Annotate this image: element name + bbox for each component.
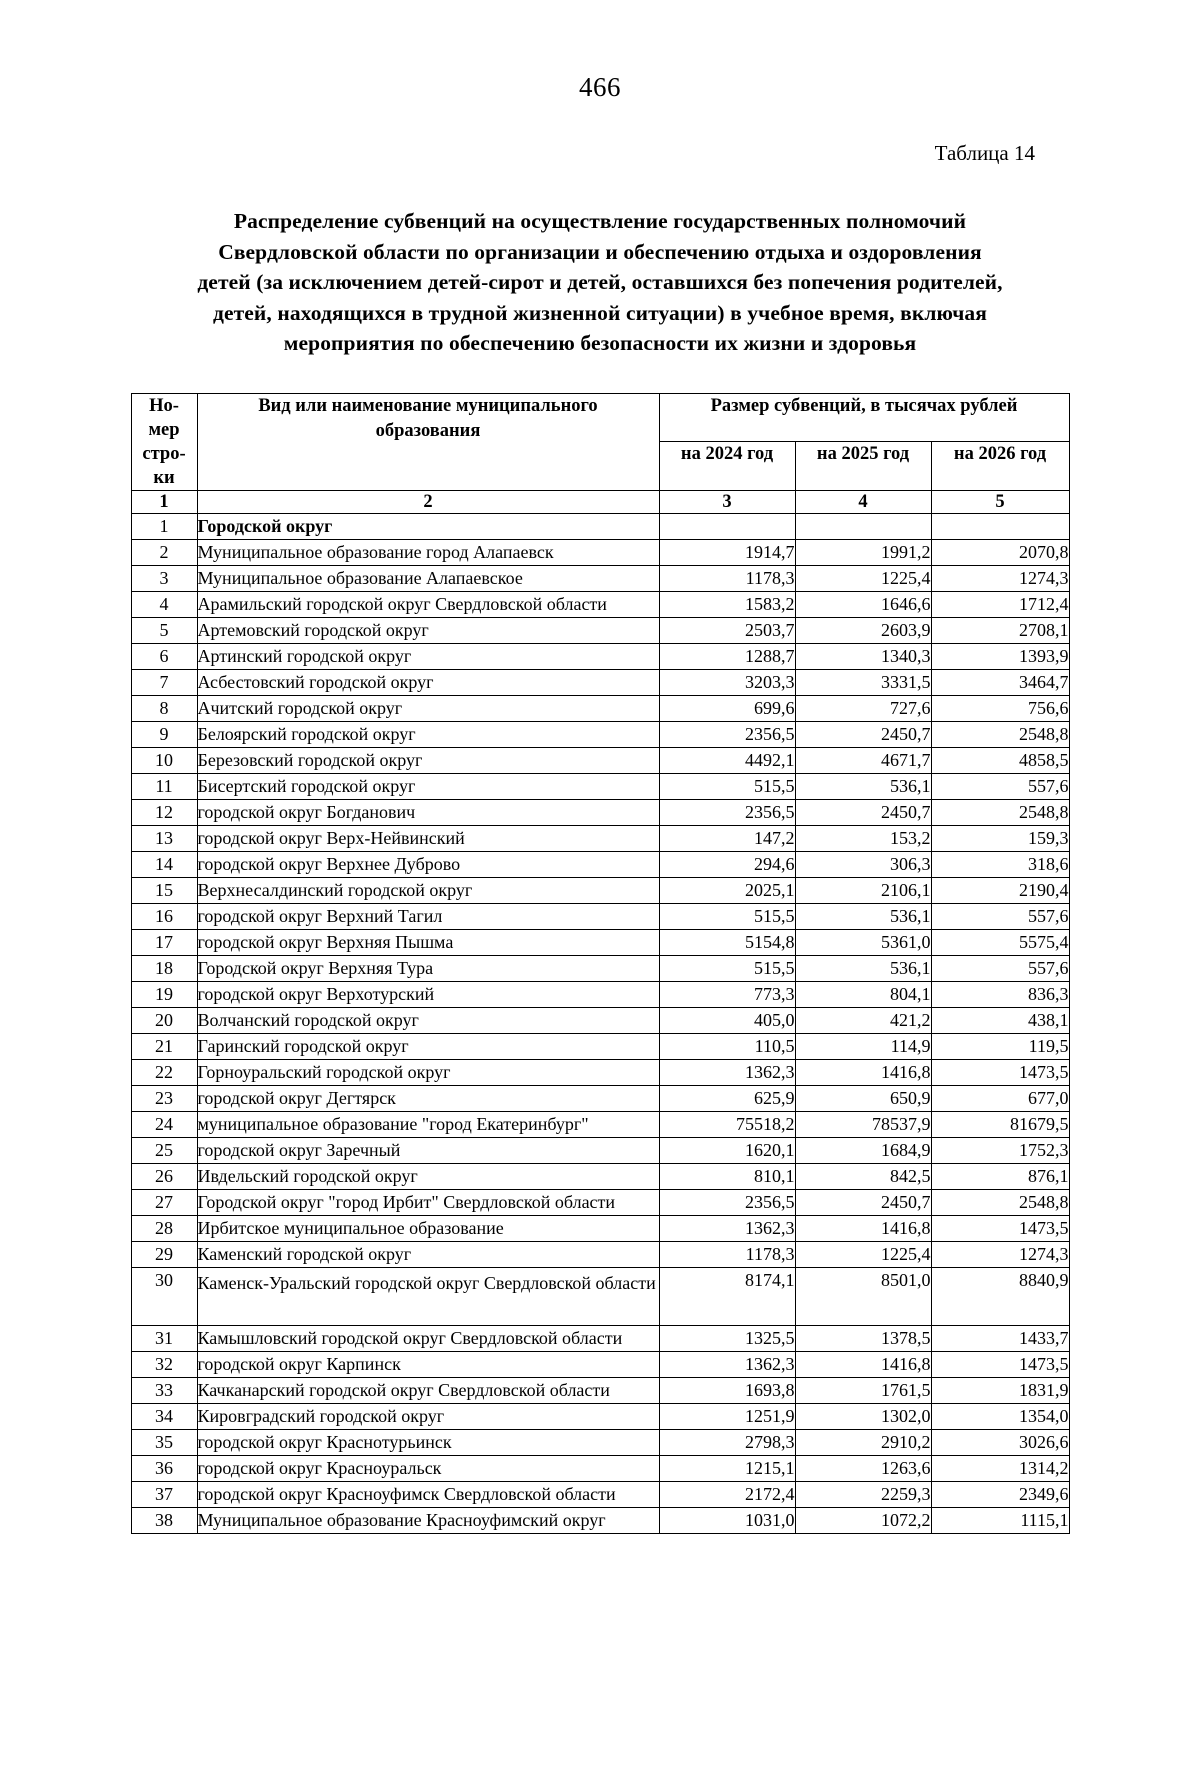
table-row (131, 1403, 1069, 1429)
value-2026-cell: 1354,0 (931, 1403, 1069, 1429)
value-2024-cell: 1693,8 (659, 1377, 795, 1403)
table-row (131, 1111, 1069, 1137)
value-2025-cell: 306,3 (795, 851, 931, 877)
value-2026-cell: 1473,5 (931, 1059, 1069, 1085)
value-2025-cell: 1225,4 (795, 565, 931, 591)
municipality-name-cell: городской округ Богданович (197, 799, 659, 825)
value-2024-cell: 1178,3 (659, 1241, 795, 1267)
value-2026-cell: 836,3 (931, 981, 1069, 1007)
value-2024-cell: 699,6 (659, 695, 795, 721)
header-row-number-line-3: стро- (142, 443, 186, 464)
row-number-cell: 5 (131, 617, 197, 643)
value-2025-cell: 3331,5 (795, 669, 931, 695)
value-2025-cell: 2910,2 (795, 1429, 931, 1455)
municipality-name-cell: Муниципальное образование Красноуфимский округ (197, 1507, 659, 1533)
municipality-name-cell: Березовский городской округ (197, 747, 659, 773)
municipality-name-cell: Асбестовский городской округ (197, 669, 659, 695)
municipality-name-cell: Каменский городской округ (197, 1241, 659, 1267)
value-2024-cell: 1251,9 (659, 1403, 795, 1429)
municipality-name-cell: Кировградский городской округ (197, 1403, 659, 1429)
value-2026-cell: 3026,6 (931, 1429, 1069, 1455)
row-number-cell: 8 (131, 695, 197, 721)
table-row (131, 1059, 1069, 1085)
value-2025-cell: 842,5 (795, 1163, 931, 1189)
value-2024-cell: 1914,7 (659, 539, 795, 565)
row-number-cell: 14 (131, 851, 197, 877)
value-2024-cell: 75518,2 (659, 1111, 795, 1137)
value-2025-cell (795, 513, 931, 539)
value-2025-cell: 114,9 (795, 1033, 931, 1059)
value-2024-cell: 5154,8 (659, 929, 795, 955)
value-2026-cell: 1314,2 (931, 1455, 1069, 1481)
value-2025-cell: 650,9 (795, 1085, 931, 1111)
value-2026-cell: 557,6 (931, 773, 1069, 799)
value-2025-cell: 4671,7 (795, 747, 931, 773)
header-municipality-line-1: Вид или наименование муниципального (258, 395, 598, 416)
value-2024-cell: 4492,1 (659, 747, 795, 773)
table-row (131, 1189, 1069, 1215)
title-line-3: детей (за исключением детей-сирот и детей, оставшихся без попечения родителей, (197, 270, 1003, 294)
municipality-name-cell: Верхнесалдинский городской округ (197, 877, 659, 903)
row-number-cell: 13 (131, 825, 197, 851)
municipality-name-cell: Волчанский городской округ (197, 1007, 659, 1033)
value-2025-cell: 536,1 (795, 903, 931, 929)
row-number-cell: 24 (131, 1111, 197, 1137)
column-number-row (131, 490, 1069, 513)
value-2024-cell: 147,2 (659, 825, 795, 851)
row-number-cell: 18 (131, 955, 197, 981)
municipality-name-cell: муниципальное образование "город Екатеринбург" (197, 1111, 659, 1137)
value-2025-cell: 1225,4 (795, 1241, 931, 1267)
value-2024-cell: 1583,2 (659, 591, 795, 617)
row-number-cell: 34 (131, 1403, 197, 1429)
value-2026-cell: 677,0 (931, 1085, 1069, 1111)
row-number-cell: 1 (131, 513, 197, 539)
value-2025-cell: 1684,9 (795, 1137, 931, 1163)
table-row (131, 747, 1069, 773)
value-2024-cell: 2356,5 (659, 1189, 795, 1215)
municipality-name-cell: Гаринский городской округ (197, 1033, 659, 1059)
document-title (148, 206, 1052, 359)
table-label: Таблица 14 (934, 141, 1035, 165)
value-2024-cell: 810,1 (659, 1163, 795, 1189)
title-line-4: детей, находящихся в трудной жизненной ситуации) в учебное время, включая (212, 300, 988, 325)
title-line-5: мероприятия по обеспечению безопасности их жизни и здоровья (283, 331, 917, 355)
table-row (131, 1325, 1069, 1351)
value-2024-cell: 2356,5 (659, 721, 795, 747)
municipality-name-cell: городской округ Верхний Тагил (197, 903, 659, 929)
value-2026-cell: 1712,4 (931, 591, 1069, 617)
table-row (131, 1377, 1069, 1403)
document-page (0, 72, 1200, 1771)
municipality-name-cell: Городской округ "город Ирбит" Свердловской области (197, 1189, 659, 1215)
value-2026-cell: 1274,3 (931, 1241, 1069, 1267)
value-2026-cell: 1433,7 (931, 1325, 1069, 1351)
municipality-name-cell: Камышловский городской округ Свердловской области (197, 1325, 659, 1351)
header-municipality-line-2: образования (375, 420, 481, 441)
municipality-name-cell: Муниципальное образование город Алапаевск (197, 539, 659, 565)
municipality-name-cell: Ачитский городской округ (197, 695, 659, 721)
column-number-3: 3 (659, 490, 795, 513)
header-row-number (131, 393, 197, 490)
table-row (131, 1351, 1069, 1377)
header-year-2025: на 2025 год (795, 442, 931, 491)
municipality-name-cell: городской округ Красноуральск (197, 1455, 659, 1481)
municipality-name-cell: Качканарский городской округ Свердловской области (197, 1377, 659, 1403)
value-2025-cell: 1302,0 (795, 1403, 931, 1429)
header-municipality (197, 393, 659, 490)
table-row (131, 799, 1069, 825)
value-2024-cell: 1362,3 (659, 1059, 795, 1085)
value-2025-cell: 421,2 (795, 1007, 931, 1033)
row-number-cell: 25 (131, 1137, 197, 1163)
table-row (131, 955, 1069, 981)
municipality-name-cell: городской округ Заречный (197, 1137, 659, 1163)
value-2026-cell: 119,5 (931, 1033, 1069, 1059)
value-2024-cell: 3203,3 (659, 669, 795, 695)
table-row (131, 539, 1069, 565)
table-row (131, 825, 1069, 851)
value-2025-cell: 727,6 (795, 695, 931, 721)
value-2024-cell: 515,5 (659, 903, 795, 929)
value-2026-cell: 1473,5 (931, 1215, 1069, 1241)
row-number-cell: 35 (131, 1429, 197, 1455)
header-year-2026: на 2026 год (931, 442, 1069, 491)
value-2025-cell: 2603,9 (795, 617, 931, 643)
value-2024-cell: 515,5 (659, 773, 795, 799)
value-2024-cell: 1178,3 (659, 565, 795, 591)
value-2025-cell: 2259,3 (795, 1481, 931, 1507)
row-number-cell: 11 (131, 773, 197, 799)
row-number-cell: 10 (131, 747, 197, 773)
row-number-cell: 12 (131, 799, 197, 825)
value-2025-cell: 1263,6 (795, 1455, 931, 1481)
row-number-cell: 27 (131, 1189, 197, 1215)
column-number-1: 1 (131, 490, 197, 513)
row-number-cell: 4 (131, 591, 197, 617)
row-number-cell: 2 (131, 539, 197, 565)
value-2025-cell: 2450,7 (795, 1189, 931, 1215)
header-row-number-line-4: ки (153, 467, 175, 488)
value-2024-cell (659, 513, 795, 539)
table-row (131, 903, 1069, 929)
municipality-name-cell: Каменск-Уральский городской округ Свердловской области (197, 1267, 659, 1325)
header-row-number-line-2: мер (148, 419, 180, 440)
value-2025-cell: 2450,7 (795, 721, 931, 747)
table-row (131, 565, 1069, 591)
row-number-cell: 6 (131, 643, 197, 669)
row-number-cell: 31 (131, 1325, 197, 1351)
table-row (131, 1455, 1069, 1481)
value-2026-cell: 876,1 (931, 1163, 1069, 1189)
value-2026-cell: 1752,3 (931, 1137, 1069, 1163)
row-number-cell: 7 (131, 669, 197, 695)
municipality-name-cell: городской округ Карпинск (197, 1351, 659, 1377)
table-row (131, 1241, 1069, 1267)
table-row (131, 1507, 1069, 1533)
municipality-name-cell: городской округ Красноуфимск Свердловской области (197, 1481, 659, 1507)
table-row (131, 1137, 1069, 1163)
row-number-cell: 15 (131, 877, 197, 903)
row-number-cell: 23 (131, 1085, 197, 1111)
municipality-name-cell: Белоярский городской округ (197, 721, 659, 747)
row-number-cell: 9 (131, 721, 197, 747)
table-row (131, 721, 1069, 747)
table-row (131, 929, 1069, 955)
municipality-name-cell: городской округ Верхняя Пышма (197, 929, 659, 955)
value-2026-cell: 1473,5 (931, 1351, 1069, 1377)
table-row (131, 695, 1069, 721)
value-2024-cell: 1620,1 (659, 1137, 795, 1163)
value-2026-cell: 159,3 (931, 825, 1069, 851)
column-number-5: 5 (931, 490, 1069, 513)
value-2024-cell: 2356,5 (659, 799, 795, 825)
municipality-name-cell: Артемовский городской округ (197, 617, 659, 643)
table-row (131, 1267, 1069, 1325)
value-2025-cell: 8501,0 (795, 1267, 931, 1325)
value-2025-cell: 1416,8 (795, 1059, 931, 1085)
value-2025-cell: 5361,0 (795, 929, 931, 955)
value-2024-cell: 1288,7 (659, 643, 795, 669)
municipality-name-cell: Муниципальное образование Алапаевское (197, 565, 659, 591)
value-2026-cell: 5575,4 (931, 929, 1069, 955)
municipality-name-cell: городской округ Верх-Нейвинский (197, 825, 659, 851)
value-2024-cell: 773,3 (659, 981, 795, 1007)
value-2026-cell: 2708,1 (931, 617, 1069, 643)
row-number-cell: 28 (131, 1215, 197, 1241)
table-row (131, 877, 1069, 903)
table-row (131, 773, 1069, 799)
value-2026-cell: 1831,9 (931, 1377, 1069, 1403)
municipality-name-cell: городской округ Дегтярск (197, 1085, 659, 1111)
value-2026-cell (931, 513, 1069, 539)
value-2026-cell: 2548,8 (931, 799, 1069, 825)
municipality-name-cell: Арамильский городской округ Свердловской области (197, 591, 659, 617)
value-2024-cell: 1362,3 (659, 1215, 795, 1241)
title-line-2: Свердловской области по организации и обеспечению отдыха и оздоровления (218, 239, 982, 264)
value-2024-cell: 1031,0 (659, 1507, 795, 1533)
row-number-cell: 17 (131, 929, 197, 955)
value-2024-cell: 2172,4 (659, 1481, 795, 1507)
value-2026-cell: 4858,5 (931, 747, 1069, 773)
value-2026-cell: 2548,8 (931, 1189, 1069, 1215)
municipality-name-cell: городской округ Краснотурьинск (197, 1429, 659, 1455)
row-number-cell: 16 (131, 903, 197, 929)
value-2025-cell: 153,2 (795, 825, 931, 851)
value-2025-cell: 1340,3 (795, 643, 931, 669)
municipality-name-cell: Бисертский городской округ (197, 773, 659, 799)
row-number-cell: 30 (131, 1267, 197, 1325)
table-row (131, 851, 1069, 877)
row-number-cell: 3 (131, 565, 197, 591)
value-2025-cell: 1378,5 (795, 1325, 931, 1351)
municipality-name-cell: Артинский городской округ (197, 643, 659, 669)
value-2024-cell: 405,0 (659, 1007, 795, 1033)
value-2026-cell: 557,6 (931, 955, 1069, 981)
row-number-cell: 37 (131, 1481, 197, 1507)
page-number: 466 (579, 72, 621, 102)
value-2025-cell: 2450,7 (795, 799, 931, 825)
value-2025-cell: 536,1 (795, 955, 931, 981)
value-2026-cell: 2548,8 (931, 721, 1069, 747)
header-row-number-line-1: Но- (149, 395, 179, 416)
row-number-cell: 36 (131, 1455, 197, 1481)
value-2026-cell: 1274,3 (931, 565, 1069, 591)
municipality-name-cell: Городской округ Верхняя Тура (197, 955, 659, 981)
municipality-name-cell: Горноуральский городской округ (197, 1059, 659, 1085)
value-2024-cell: 8174,1 (659, 1267, 795, 1325)
header-year-2024: на 2024 год (659, 442, 795, 491)
value-2024-cell: 2798,3 (659, 1429, 795, 1455)
table-row (131, 1007, 1069, 1033)
value-2025-cell: 2106,1 (795, 877, 931, 903)
table-row (131, 513, 1069, 539)
table-row (131, 1481, 1069, 1507)
value-2026-cell: 1393,9 (931, 643, 1069, 669)
value-2025-cell: 1761,5 (795, 1377, 931, 1403)
municipality-name-cell: городской округ Верхнее Дуброво (197, 851, 659, 877)
value-2024-cell: 110,5 (659, 1033, 795, 1059)
table-header-row (131, 393, 1069, 442)
municipality-name-cell: Ирбитское муниципальное образование (197, 1215, 659, 1241)
header-amount-group: Размер субвенций, в тысячах рублей (659, 393, 1069, 442)
row-number-cell: 19 (131, 981, 197, 1007)
value-2026-cell: 438,1 (931, 1007, 1069, 1033)
value-2025-cell: 78537,9 (795, 1111, 931, 1137)
table-row (131, 669, 1069, 695)
table-row (131, 1215, 1069, 1241)
value-2025-cell: 804,1 (795, 981, 931, 1007)
value-2026-cell: 318,6 (931, 851, 1069, 877)
value-2026-cell: 557,6 (931, 903, 1069, 929)
municipality-name-cell: городской округ Верхотурский (197, 981, 659, 1007)
value-2025-cell: 1991,2 (795, 539, 931, 565)
value-2025-cell: 1416,8 (795, 1351, 931, 1377)
value-2025-cell: 1416,8 (795, 1215, 931, 1241)
value-2024-cell: 294,6 (659, 851, 795, 877)
value-2024-cell: 625,9 (659, 1085, 795, 1111)
value-2026-cell: 8840,9 (931, 1267, 1069, 1325)
row-number-cell: 38 (131, 1507, 197, 1533)
value-2024-cell: 1325,5 (659, 1325, 795, 1351)
value-2026-cell: 2190,4 (931, 877, 1069, 903)
municipality-name-cell: Ивдельский городской округ (197, 1163, 659, 1189)
table-row (131, 1163, 1069, 1189)
row-number-cell: 21 (131, 1033, 197, 1059)
row-number-cell: 20 (131, 1007, 197, 1033)
row-number-cell: 33 (131, 1377, 197, 1403)
table-row (131, 1085, 1069, 1111)
value-2024-cell: 2503,7 (659, 617, 795, 643)
column-number-4: 4 (795, 490, 931, 513)
table-row (131, 643, 1069, 669)
value-2025-cell: 1072,2 (795, 1507, 931, 1533)
value-2024-cell: 1362,3 (659, 1351, 795, 1377)
value-2024-cell: 1215,1 (659, 1455, 795, 1481)
row-number-cell: 29 (131, 1241, 197, 1267)
title-line-1: Распределение субвенций на осуществление государственных полномочий (233, 209, 967, 233)
row-number-cell: 32 (131, 1351, 197, 1377)
row-number-cell: 22 (131, 1059, 197, 1085)
table-body (131, 513, 1069, 1533)
table-row (131, 1033, 1069, 1059)
row-number-cell: 26 (131, 1163, 197, 1189)
value-2026-cell: 756,6 (931, 695, 1069, 721)
value-2026-cell: 3464,7 (931, 669, 1069, 695)
value-2026-cell: 2070,8 (931, 539, 1069, 565)
value-2025-cell: 536,1 (795, 773, 931, 799)
municipality-name-cell: Городской округ (197, 513, 659, 539)
table-row (131, 591, 1069, 617)
value-2026-cell: 1115,1 (931, 1507, 1069, 1533)
value-2024-cell: 2025,1 (659, 877, 795, 903)
table-row (131, 981, 1069, 1007)
value-2025-cell: 1646,6 (795, 591, 931, 617)
table-row (131, 1429, 1069, 1455)
subventions-table (131, 393, 1070, 1534)
table-row (131, 617, 1069, 643)
value-2026-cell: 2349,6 (931, 1481, 1069, 1507)
table-head (131, 393, 1069, 513)
column-number-2: 2 (197, 490, 659, 513)
value-2024-cell: 515,5 (659, 955, 795, 981)
value-2026-cell: 81679,5 (931, 1111, 1069, 1137)
